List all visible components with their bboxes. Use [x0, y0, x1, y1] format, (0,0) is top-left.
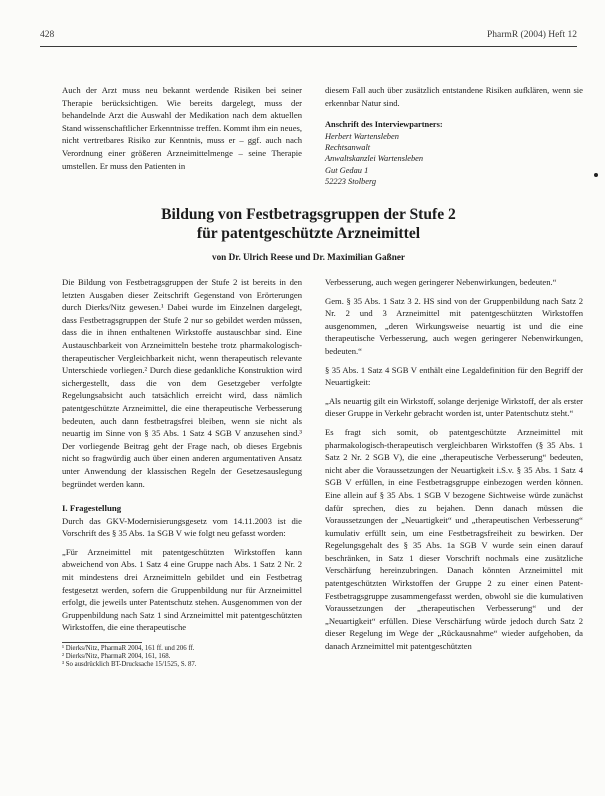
paragraph: Durch das GKV-Modernisierungsgesetz vom 14.11.2003 ist die Vorschrift des § 35 Abs. 1a SGB V wie folgt neu gefasst worden:	[62, 515, 302, 539]
previous-article-right-column	[325, 84, 583, 188]
running-header: PharmR (2004) Heft 12	[487, 30, 577, 40]
footnote: ³ So ausdrücklich BT-Drucksache 15/1525, S. 87.	[62, 661, 197, 669]
previous-article-left-column	[62, 84, 302, 172]
address-line: 52223 Stolberg	[325, 177, 377, 187]
interview-partner-address	[325, 119, 583, 187]
paragraph: § 35 Abs. 1 Satz 4 SGB V enthält eine Legaldefinition für den Begriff der Neuartigkeit:	[325, 364, 583, 388]
paragraph: Auch der Arzt muss neu bekannt werdende Risiken bei seiner Therapie berücksichtigen. Wie bereits dargelegt, muss der behandelnde Arzt die Auswahl der Medikation nach dem aktuellen Stand wissenschaftlicher Erkenntnisse treffen. Kommt ihm ein neues, nicht vertretbares Risiko zur Kenntnis, muss er – ggf. auch nach Verordnung einer größeren Arzneimittelmenge – seine Therapie umstellen. Er muss den Patienten in	[62, 85, 302, 171]
address-label: Anschrift des Interviewpartners:	[325, 120, 443, 130]
title-line: für patentgeschützte Arzneimittel	[196, 224, 421, 242]
article-left-column	[62, 276, 302, 670]
address-line: Herbert Wartensleben	[325, 131, 399, 141]
section-heading: I. Fragestellung	[62, 503, 122, 514]
address-line: Rechtsanwalt	[325, 143, 371, 152]
paragraph: Verbesserung, auch wegen geringerer Nebenwirkungen, bedeuten.“	[325, 277, 557, 287]
intro-paragraph: Die Bildung von Festbetragsgruppen der Stufe 2 ist bereits in den letzten Ausgaben dieser Zeitschrift Gegenstand von Erörterungen durch Dierks/Nitz gewesen.¹ Dabei wurde im Einzelnen dargelegt, dass Festbetragsgruppen der Stufe 2 nur so gebildet werden müssen, dass die in ihnen enthaltenen Wirkstoffe austauschbar sind. Eine Austauschbarkeit von Arzneimitteln bestehe trotz pharmakologisch-therapeutischer Vergleichbarkeit nicht, wenn therapeutisch relevante Unterschiede vorliegen.² Durch diese gedankliche Konstruktion wird sichergestellt, dass die von dem Gesetzgeber verfolgte Regelungsabsicht auch tatsächlich erreicht wird, dass nämlich patentgeschützte Arzneimittel, die eine therapeutische Verbesserung bedeuten, auch dann festbetragsfrei bleiben, wenn sie nicht als neuartig im Sinne von § 35 Abs. 1 Satz 4 SGB V anzusehen sind.³ Der vorliegende Beitrag geht der Frage nach, ob dieses Ergebnis nicht so fragwürdig auch über einen anderen argumentativen Ansatz unter Anwendung der klassischen Regeln der Gesetzesauslegung begründet werden kann.	[62, 277, 302, 489]
address-line: Anwaltskanzlei Wartensleben	[325, 154, 424, 164]
article-authors: von Dr. Ulrich Reese und Dr. Maximilian Gaßner	[211, 252, 406, 262]
header-rule	[40, 46, 577, 47]
quoted-law-text: „Für Arzneimittel mit patentgeschützten Wirkstoffen kann abweichend von Abs. 1 Satz 4 eine Gruppe nach Abs. 1 Satz 2 Nr. 2 mit mindestens drei Arzneimitteln gebildet und ein Festbetrag festgesetzt werden, sofern die Gruppenbildung nur für Arzneimittel erfolgt, die jeweils unter Patentschutz stehen. Ausgenommen von der Gruppenbildung nach Satz 1 sind Arzneimittel mit patentgeschützten Wirkstoffen, die eine therapeutische	[62, 546, 302, 633]
article-right-column	[325, 276, 583, 653]
footnote: ² Dierks/Nitz, PharmaR 2004, 161, 168.	[62, 653, 171, 661]
footnote-rule	[62, 642, 142, 643]
address-line: Gut Gedau 1	[325, 165, 369, 175]
page-number: 428	[40, 30, 55, 40]
paragraph: Es fragt sich somit, ob patentgeschützte Arzneimittel mit pharmakologisch-therapeutisch vergleichbaren Wirkstoffen (§ 35 Abs. 1 Satz 2 Nr. 2 SGB V), die eine „therapeutische Verbesserung“ bedeuten, nicht aber die Voraussetzungen der Neuartigkeit i.S.v. § 35 Abs. 1 Satz 4 SGB V erfüllen, in eine Festbetragsgruppe einbezogen werden können. Eine allein auf § 35 Abs. 1 SGB V bezogene Sichtweise würde zunächst dafür sprechen, dies zu bejahen. Denn danach müssen die Voraussetzungen der „Neuartigkeit“ und „therapeutischen Verbesserung“ kumulativ erfüllt sein, um eine Festbetragsfreiheit zu bewirken. Der Regelungsgehalt des § 35 Abs. 1a SGB V wurde sein einen darauf beschränken, in Satz 1 dieser Vorschrift nochmals eine zusätzliche Verschärfung hereinzubringen. Danach könnten Arzneimittel mit patentgeschützten Wirkstoffen der Gruppe 2 zu einer einen Patent-Festbetragsgruppe zusammengefasst werden, obwohl sie die kumulativen Voraussetzungen der „therapeutischen Verbesserung“ und der „Neuartigkeit“ erfüllen. Diese Verschärfung würde jedoch durch Satz 2 dieser Regelung im Wege der „Rückausnahme“ wieder aufgehoben, da danach Arzneimittel mit patentgeschützten	[325, 426, 583, 652]
article-title	[40, 206, 577, 243]
paragraph: diesem Fall auch über zusätzlich entstandene Risiken aufklären, wenn sie erkennbar Natur sind.	[325, 85, 583, 108]
quoted-law-text: „Als neuartig gilt ein Wirkstoff, solange derjenige Wirkstoff, der als erster dieser Gruppe in Verkehr gebracht worden ist, unter Patentschutz steht.“	[325, 395, 583, 419]
footnote: ¹ Dierks/Nitz, PharmaR 2004, 161 ff. und 206 ff.	[62, 645, 195, 653]
title-line: Bildung von Festbetragsgruppen der Stufe 2	[161, 206, 456, 223]
end-of-article-bullet	[594, 173, 598, 177]
paragraph: Gem. § 35 Abs. 1 Satz 3 2. HS sind von der Gruppenbildung nach Satz 2 Nr. 2 und 3 Arzneimittel mit patentgeschützten Wirkstoffen ausgenommen, „deren Wirkungsweise neuartig ist und die eine therapeutische Verbesserung, auch wegen geringerer Nebenwirkungen, bedeuten.“	[325, 295, 583, 356]
